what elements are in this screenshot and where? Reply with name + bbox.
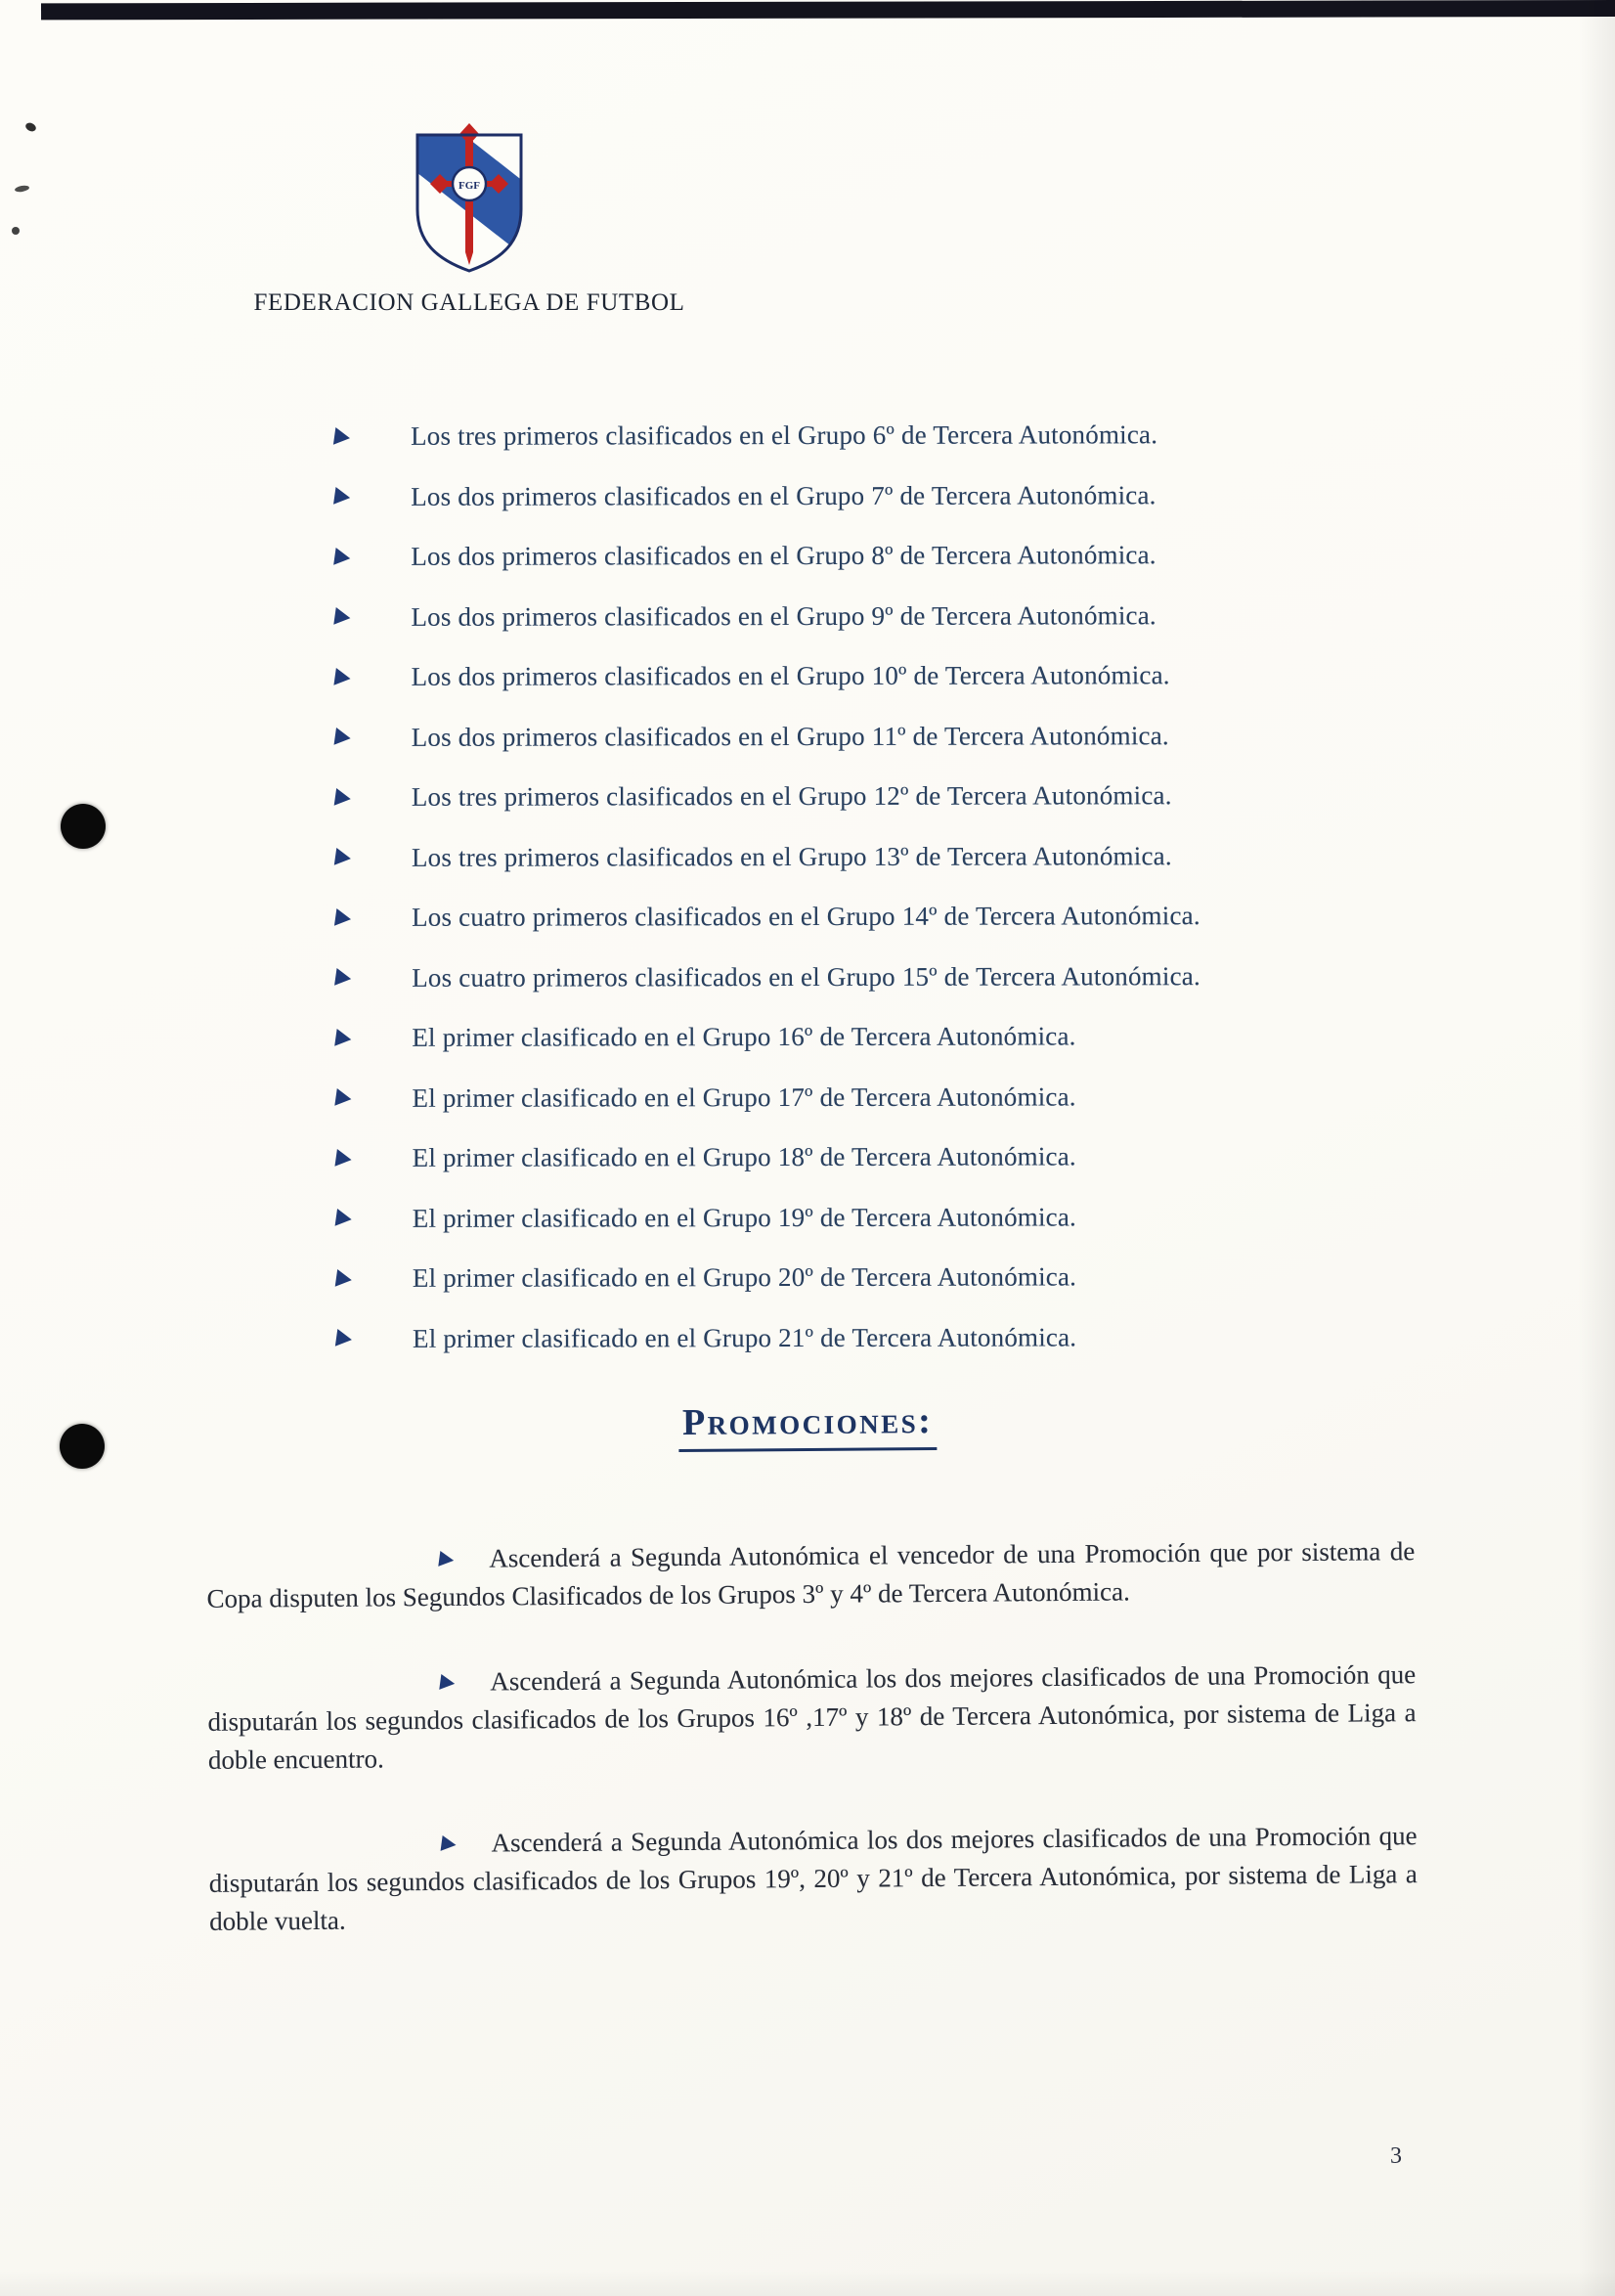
list-item-text: Los tres primeros clasificados en el Grupo 13º de Tercera Autonómica. <box>411 840 1172 872</box>
arrow-bullet-icon <box>441 1835 458 1853</box>
arrow-bullet-icon <box>335 1329 353 1348</box>
list-item <box>336 1307 1201 1369</box>
scan-speck <box>15 185 30 194</box>
list-item <box>335 947 1200 1008</box>
arrow-bullet-icon <box>333 427 351 447</box>
list-item-text: Los cuatro primeros clasificados en el Grupo 15º de Tercera Autonómica. <box>412 960 1200 993</box>
scan-top-edge-bar <box>41 0 1615 20</box>
arrow-bullet-icon <box>333 548 351 567</box>
list-item <box>335 1067 1200 1128</box>
list-item <box>336 1187 1201 1249</box>
list-item-text: El primer clasificado en el Grupo 19º de Tercera Autonómica. <box>412 1202 1077 1233</box>
list-item <box>334 405 1200 466</box>
hole-punch-mark <box>61 804 106 849</box>
list-item-text: Los dos primeros clasificados en el Grupo 8º de Tercera Autonómica. <box>411 540 1157 572</box>
list-item-text: El primer clasificado en el Grupo 18º de Tercera Autonómica. <box>412 1141 1076 1173</box>
promotions-section <box>0 1394 1615 1990</box>
list-item <box>335 645 1200 707</box>
promotions-paragraphs <box>206 1532 1418 1941</box>
promotion-paragraph <box>208 1817 1418 1941</box>
list-item-text: Los tres primeros clasificados en el Grupo 12º de Tercera Autonómica. <box>411 780 1172 813</box>
scan-bottom-edge-shadow <box>0 2271 1615 2296</box>
logo-initials: FGF <box>458 180 480 192</box>
arrow-bullet-icon <box>334 968 352 988</box>
list-item-text: Los dos primeros clasificados en el Grupo 11º de Tercera Autonómica. <box>411 720 1169 752</box>
list-item-text: El primer clasificado en el Grupo 17º de Tercera Autonómica. <box>412 1082 1076 1113</box>
paragraph-text: Ascenderá a Segunda Autonómica los dos mejores clasificados de una Promoción que disputarán los segundos clasificados de los Grupos 16º ,17º y 18º de Tercera Autonómica, por sistema de Liga a doble encuentro. <box>207 1659 1417 1775</box>
arrow-bullet-icon <box>439 1674 456 1692</box>
arrow-bullet-icon <box>333 668 351 687</box>
arrow-bullet-icon <box>334 908 352 928</box>
list-item <box>335 826 1200 888</box>
list-item-text: Los cuatro primeros clasificados en el Grupo 14º de Tercera Autonómica. <box>412 901 1200 933</box>
fgf-crest-logo <box>408 123 531 278</box>
promotions-heading: Promociones: <box>678 1399 938 1452</box>
list-item <box>334 525 1200 587</box>
list-item <box>336 1247 1201 1308</box>
list-item-text: Los dos primeros clasificados en el Grupo 7º de Tercera Autonómica. <box>411 479 1157 511</box>
list-item-text: Los dos primeros clasificados en el Grupo 9º de Tercera Autonómica. <box>411 599 1157 632</box>
arrow-bullet-icon <box>334 1149 352 1169</box>
scan-speck <box>12 227 20 235</box>
paragraph-text: Ascenderá a Segunda Autonómica el vencedor de una Promoción que por sistema de Copa disputen los Segundos Clasificados de los Grupos 3º y 4º de Tercera Autonómica. <box>206 1536 1416 1613</box>
list-item <box>335 1006 1200 1068</box>
arrow-bullet-icon <box>334 1088 352 1108</box>
list-item-text: El primer clasificado en el Grupo 16º de Tercera Autonómica. <box>412 1021 1076 1053</box>
arrow-bullet-icon <box>333 487 351 507</box>
classification-list <box>334 405 1201 1369</box>
promotion-paragraph <box>206 1532 1416 1618</box>
paragraph-text: Ascenderá a Segunda Autonómica los dos mejores clasificados de una Promoción que disputarán los segundos clasificados de los Grupos 19º, 20º y 21º de Tercera Autonómica, por sistema de Liga a doble vuelta. <box>208 1821 1418 1936</box>
list-item <box>334 586 1200 647</box>
arrow-bullet-icon <box>335 1209 353 1228</box>
list-item-text: El primer clasificado en el Grupo 21º de Tercera Autonómica. <box>412 1322 1077 1353</box>
arrow-bullet-icon <box>334 788 352 808</box>
arrow-bullet-icon <box>438 1551 455 1568</box>
arrow-bullet-icon <box>333 607 351 627</box>
list-item-text: Los dos primeros clasificados en el Grupo 10º de Tercera Autonómica. <box>411 660 1170 692</box>
arrow-bullet-icon <box>334 1029 352 1048</box>
organization-name: FEDERACION GALLEGA DE FUTBOL <box>253 289 685 316</box>
list-item <box>335 706 1200 768</box>
list-item-text: El primer clasificado en el Grupo 20º de Tercera Autonómica. <box>412 1261 1077 1294</box>
list-item <box>335 886 1200 948</box>
scan-speck <box>24 121 37 133</box>
page-number: 3 <box>1390 2143 1402 2169</box>
list-item <box>334 465 1200 527</box>
arrow-bullet-icon <box>334 728 352 747</box>
list-item <box>336 1126 1201 1188</box>
arrow-bullet-icon <box>334 848 352 867</box>
letterhead <box>249 123 689 317</box>
list-item-text: Los tres primeros clasificados en el Grupo 6º de Tercera Autonómica. <box>411 419 1158 452</box>
arrow-bullet-icon <box>335 1269 353 1289</box>
list-item <box>335 766 1200 827</box>
promotion-paragraph <box>207 1656 1417 1780</box>
